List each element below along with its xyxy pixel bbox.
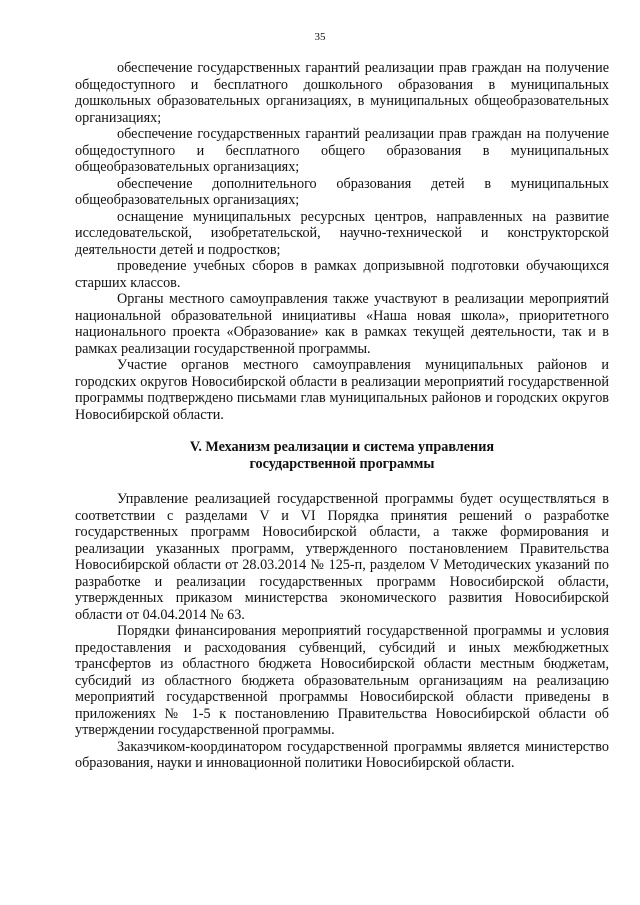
paragraph-training-camps: проведение учебных сборов в рамках допризывной подготовки обучающихся старших классов.: [75, 258, 609, 291]
paragraph-coordinator: Заказчиком-координатором государственной программы является министерство образования, науки и инновационной политики Новосибирской области.: [75, 738, 609, 771]
paragraph-program-management: Управление реализацией государственной программы будет осуществляться в соответствии с разделами V и VI Порядка принятия решений о разработке государственных программ Новосибирской области, а также формирования и реализации указанных программ, утвержденного постановлением Правительства Новосибирской области от 28.03.2014 № 125-п, разделом V Методических указаний по разработке и реализации государственных программ Новосибирской области, утвержденных приказом министерства экономического развития Новосибирской области от 04.04.2014 № 63.: [75, 491, 609, 623]
paragraph-resource-centers: оснащение муниципальных ресурсных центров, направленных на развитие исследовательской, изобретательской, научно-технической и конструкторской деятельности детей и подростков;: [75, 208, 609, 258]
section-heading: [75, 439, 609, 472]
section-heading-line-1: V. Механизм реализации и система управления: [189, 439, 495, 455]
paragraph-local-government-participation: Органы местного самоуправления также участвуют в реализации мероприятий национальной образовательной инициативы «Наша новая школа», приоритетного национального проекта «Образование» как в рамках текущей деятельности, так и в рамках реализации государственной программы.: [75, 291, 609, 357]
paragraph-financing-procedures: Порядки финансирования мероприятий государственной программы и условия предоставления и расходования субвенций, субсидий и иных межбюджетных трансфертов из областного бюджета Новосибирской области местным бюджетам, субсидий из областного бюджета образовательным организациям на реализацию мероприятий государственной программы Новосибирской области приведены в приложениях № 1-5 к постановлению Правительства Новосибирской области об утверждении государственной программы.: [75, 623, 609, 738]
page-number: 35: [314, 31, 326, 43]
document-body: [75, 60, 609, 772]
paragraph-participation-confirmation: Участие органов местного самоуправления муниципальных районов и городских округов Новосибирской области в реализации мероприятий государственной программы подтверждено письмами глав муниципальных районов и городских округов Новосибирской области.: [75, 357, 609, 423]
section-heading-line-2: государственной программы: [249, 455, 435, 472]
paragraph-preschool-guarantees: обеспечение государственных гарантий реализации прав граждан на получение общедоступного и бесплатного дошкольного образования в муниципальных дошкольных образовательных организациях, в муниципальных общеобразовательных организациях;: [75, 60, 609, 126]
paragraph-additional-education: обеспечение дополнительного образования детей в муниципальных общеобразовательных организациях;: [75, 175, 609, 208]
paragraph-general-education-guarantees: обеспечение государственных гарантий реализации прав граждан на получение общедоступного и бесплатного общего образования в муниципальных общеобразовательных организациях;: [75, 126, 609, 175]
